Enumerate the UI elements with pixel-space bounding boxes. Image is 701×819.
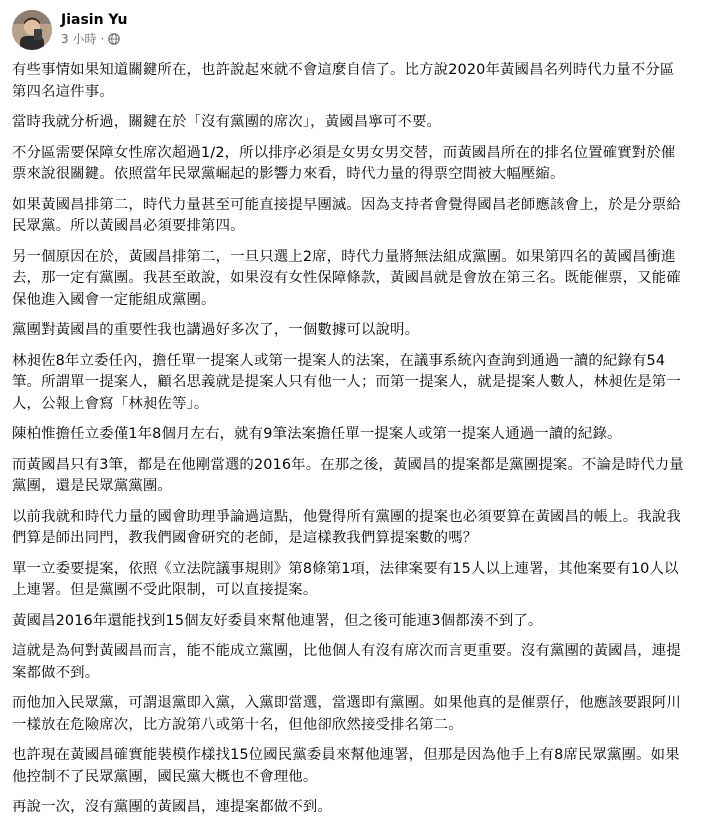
post-paragraph: 而他加入民眾黨，可謂退黨即入黨，入黨即當選，當選即有黨團。如果他真的是催票仔，他應該要跟阿川一樣放在危險席次，比方說第八或第十名，但他卻欣然接受排名第二。 — [12, 695, 681, 733]
post-paragraph: 不分區需要保障女性席次超過1/2，所以排序必須是女男女男交替，而黃國昌所在的排名位置確實對於催票來說很關鍵。依照當年民眾黨崛起的影響力來看，時代力量的得票空間被大幅壓縮。 — [12, 144, 676, 182]
post-body — [12, 60, 701, 819]
post-paragraph: 如果黃國昌排第二，時代力量甚至可能直接提早團滅。因為支持者會覺得國昌老師應該會上，於是分票給民眾黨。所以黃國昌必須要排第四。 — [12, 196, 681, 234]
post-paragraph: 黨團對黃國昌的重要性我也講過好多次了，一個數據可以說明。 — [12, 322, 420, 338]
avatar-photo-icon — [12, 10, 52, 50]
post-time[interactable]: 3 小時 — [61, 32, 97, 46]
post-paragraph: 再說一次，沒有黨團的黃國昌，連提案都做不到。 — [12, 799, 332, 815]
post-paragraph: 有些事情如果知道關鍵所在，也許說起來就不會這麼自信了。比方說2020年黃國昌名列時代力量不分區第四名這件事。 — [12, 62, 675, 100]
author-name[interactable]: Jiasin Yu — [61, 12, 128, 28]
post-paragraph: 黃國昌2016年還能找到15個友好委員來幫他連署，但之後可能連3個都湊不到了。 — [12, 612, 543, 629]
post-paragraph: 這就是為何對黃國昌而言，能不能成立黨團，比他個人有沒有席次而言更重要。沒有黨團的黃國昌，連提案都做不到。 — [12, 643, 681, 681]
post-paragraph: 陳柏惟擔任立委僅1年8個月左右，就有9筆法案擔任單一提案人或第一提案人通過一讀的紀錄。 — [12, 426, 622, 442]
post-paragraph: 當時我就分析過，關鍵在於「沒有黨團的席次」，黃國昌寧可不要。 — [12, 114, 442, 130]
post-paragraph: 另一個原因在於，黃國昌排第二，一旦只選上2席，時代力量將無法組成黨團。如果第四名的黃國昌衝進去，那一定有黨團。我甚至敢說，如果沒有女性保障條款，黃國昌就是會放在第三名。既能催票，又能確保他進入國會一定能組成黨團。 — [12, 248, 681, 308]
post-paragraph: 林昶佐8年立委任內，擔任單一提案人或第一提案人的法案，在議事系統內查詢到通過一讀的紀錄有54筆。所謂單一提案人，顧名思義就是提案人只有他一人；而第一提案人，就是提案人數人，林昶佐是第一人，公報上會寫「林昶佐等」。 — [12, 352, 681, 412]
meta-separator: · — [100, 32, 105, 46]
post-paragraph: 而黃國昌只有3筆，都是在他剛當選的2016年。在那之後，黃國昌的提案都是黨團提案。不論是時代力量黨團，還是民眾黨黨團。 — [12, 456, 684, 494]
author-block — [61, 10, 128, 47]
avatar[interactable] — [12, 10, 52, 50]
post-meta — [61, 31, 128, 47]
post-header — [12, 0, 701, 60]
post-paragraph: 也許現在黃國昌確實能裝模作樣找15位國民黨委員來幫他連署，但那是因為他手上有8席民眾黨團。如果他控制不了民眾黨團，國民黨大概也不會理他。 — [12, 747, 680, 785]
globe-icon[interactable] — [108, 33, 120, 45]
post-paragraph: 單一立委要提案，依照《立法院議事規則》第8條第1項，法律案要有15人以上連署，其他案要有10人以上連署。但是黨團不受此限制，可以直接提案。 — [12, 560, 679, 598]
post-paragraph: 以前我就和時代力量的國會助理爭論過這點，他覺得所有黨團的提案也必須要算在黃國昌的帳上。我說我們算是師出同門，教我們國會研究的老師，是這樣教我們算提案數的嗎？ — [12, 508, 681, 546]
